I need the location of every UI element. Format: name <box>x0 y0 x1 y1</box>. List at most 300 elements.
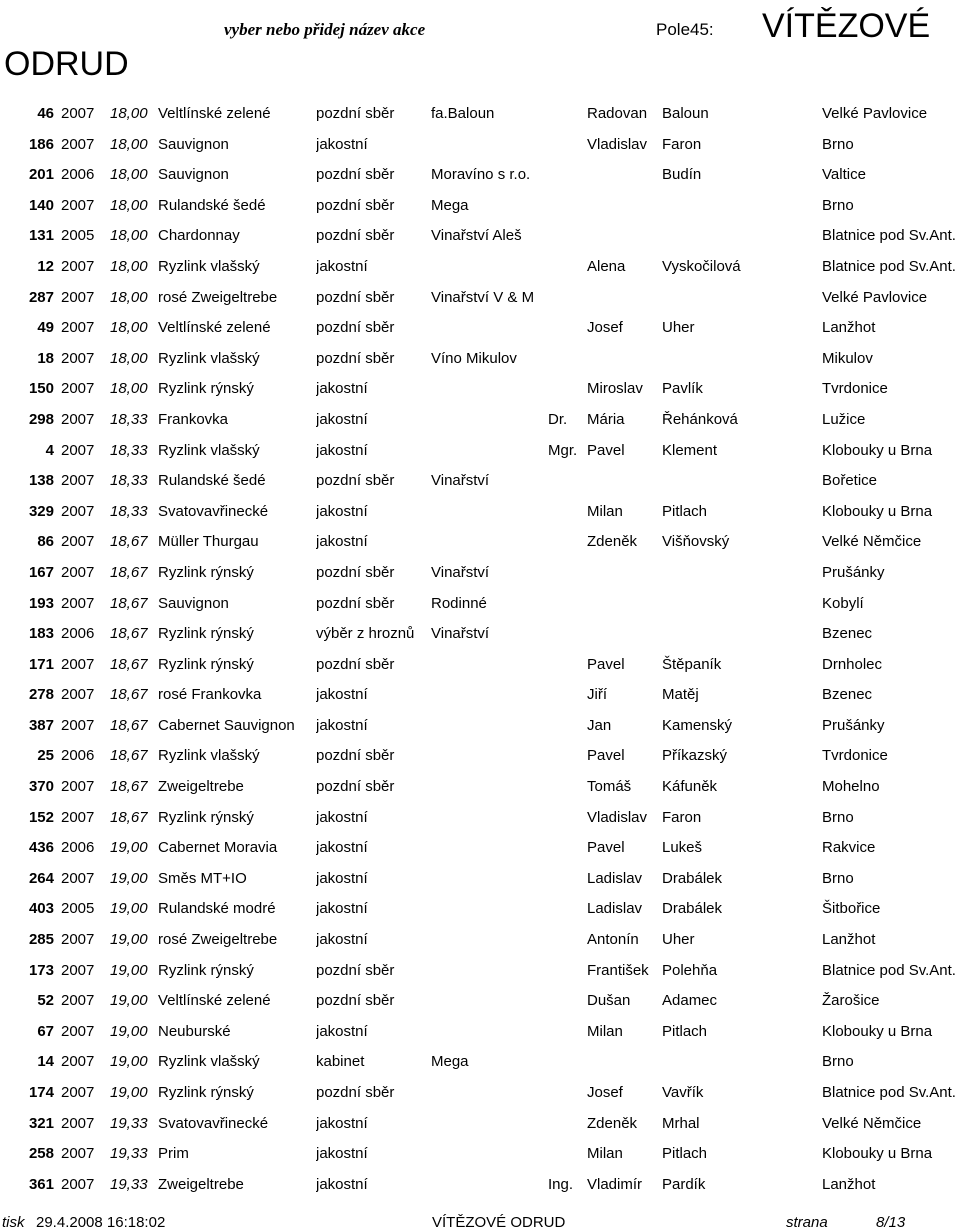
sample-id: 174 <box>28 1084 54 1101</box>
quality: kabinet <box>316 1053 365 1071</box>
variety: rosé Frankovka <box>158 686 262 704</box>
quality: jakostní <box>316 716 368 734</box>
vintage-year: 2007 <box>61 1053 95 1071</box>
sample-id: 287 <box>28 288 54 306</box>
variety: Ryzlink vlašský <box>158 1053 260 1071</box>
quality: jakostní <box>316 380 368 398</box>
sample-id: 152 <box>28 808 54 826</box>
first-name: Antonín <box>587 931 639 949</box>
vintage-year: 2007 <box>61 502 95 520</box>
variety: Veltlínské zelené <box>158 105 271 122</box>
sample-id: 186 <box>28 135 54 153</box>
print-timestamp: 29.4.2008 16:18:02 <box>36 1214 166 1231</box>
quality: jakostní <box>316 257 368 275</box>
town: Brno <box>822 135 854 153</box>
sample-id: 387 <box>28 716 54 734</box>
vintage-year: 2007 <box>61 441 95 459</box>
table-row <box>0 344 960 375</box>
variety: Sauvignon <box>158 166 229 184</box>
quality: pozdní sběr <box>316 563 395 581</box>
town: Blatnice pod Sv.Ant. <box>822 961 956 979</box>
table-row <box>0 619 960 650</box>
company: Vinařství V & M <box>431 288 535 306</box>
surname: Příkazský <box>662 747 728 765</box>
sample-id: 264 <box>28 869 54 887</box>
page-label: strana <box>786 1214 828 1231</box>
table-row <box>0 558 960 589</box>
table-row <box>0 1170 960 1201</box>
vintage-year: 2007 <box>61 594 95 612</box>
variety: Cabernet Sauvignon <box>158 716 295 734</box>
surname: Pavlík <box>662 380 703 398</box>
vintage-year: 2007 <box>61 563 95 581</box>
quality: jakostní <box>316 900 368 918</box>
town: Velké Němčice <box>822 1114 922 1132</box>
company: Vinařství <box>431 563 490 581</box>
variety: rosé Zweigeltrebe <box>158 288 278 306</box>
first-name: František <box>587 961 649 979</box>
quality: jakostní <box>316 410 368 428</box>
variety: Ryzlink rýnský <box>158 1084 254 1101</box>
sample-id: 150 <box>28 380 54 398</box>
variety: Ryzlink rýnský <box>158 380 254 398</box>
quality: pozdní sběr <box>316 288 395 306</box>
town: Bzenec <box>822 686 873 704</box>
variety: Veltlínské zelené <box>158 319 271 337</box>
variety: Cabernet Moravia <box>158 839 278 857</box>
surname: Lukeš <box>662 839 703 857</box>
vintage-year: 2007 <box>61 319 95 337</box>
town: Klobouky u Brna <box>822 1145 933 1163</box>
town: Blatnice pod Sv.Ant. <box>822 1084 956 1101</box>
first-name: Ladislav <box>587 869 643 887</box>
variety: Ryzlink rýnský <box>158 961 254 979</box>
score: 19,33 <box>110 1145 148 1163</box>
company: fa.Baloun <box>431 105 495 122</box>
sample-id: 285 <box>28 931 54 949</box>
variety: Sauvignon <box>158 594 229 612</box>
sample-id: 140 <box>28 196 54 214</box>
company: Moravíno s r.o. <box>431 166 531 184</box>
table-row <box>0 405 960 436</box>
vintage-year: 2007 <box>61 1084 95 1101</box>
score: 19,00 <box>110 992 148 1010</box>
title: Dr. <box>548 410 568 428</box>
first-name: Vladislav <box>587 808 648 826</box>
quality: jakostní <box>316 441 368 459</box>
surname: Adamec <box>662 992 718 1010</box>
first-name: Radovan <box>587 105 648 122</box>
town: Blatnice pod Sv.Ant. <box>822 227 956 245</box>
vintage-year: 2007 <box>61 380 95 398</box>
vintage-year: 2007 <box>61 686 95 704</box>
first-name: Zdeněk <box>587 533 638 551</box>
surname: Faron <box>662 808 702 826</box>
table-row <box>0 221 960 252</box>
table-row <box>0 436 960 467</box>
vintage-year: 2007 <box>61 135 95 153</box>
sample-id: 436 <box>28 839 54 857</box>
sample-id: 67 <box>37 1022 54 1040</box>
variety: Zweigeltrebe <box>158 1175 244 1193</box>
table-row <box>0 956 960 987</box>
score: 19,00 <box>110 961 148 979</box>
variety: Rulandské šedé <box>158 196 266 214</box>
score: 18,00 <box>110 135 148 153</box>
variety: Neuburské <box>158 1022 231 1040</box>
score: 18,67 <box>110 778 148 796</box>
score: 19,00 <box>110 1053 148 1071</box>
score: 19,00 <box>110 1084 148 1101</box>
table-row <box>0 650 960 681</box>
sample-id: 370 <box>28 778 54 796</box>
vintage-year: 2007 <box>61 716 95 734</box>
surname: Pitlach <box>662 1022 708 1040</box>
sample-id: 298 <box>28 410 54 428</box>
quality: jakostní <box>316 502 368 520</box>
table-row <box>0 1139 960 1170</box>
quality: pozdní sběr <box>316 105 395 122</box>
first-name: Zdeněk <box>587 1114 638 1132</box>
table-row <box>0 894 960 925</box>
company: Víno Mikulov <box>431 349 517 367</box>
sample-id: 14 <box>37 1053 54 1071</box>
surname: Polehňa <box>662 961 718 979</box>
variety: Ryzlink vlašský <box>158 441 260 459</box>
score: 18,33 <box>110 472 148 490</box>
vintage-year: 2007 <box>61 349 95 367</box>
surname: Baloun <box>662 105 709 122</box>
surname: Štěpaník <box>662 655 722 673</box>
table-row <box>0 527 960 558</box>
vintage-year: 2007 <box>61 105 95 122</box>
town: Brno <box>822 196 854 214</box>
sample-id: 12 <box>37 257 54 275</box>
vintage-year: 2007 <box>61 472 95 490</box>
table-row <box>0 1109 960 1140</box>
first-name: Pavel <box>587 441 625 459</box>
company: Vinařství <box>431 625 490 643</box>
quality: jakostní <box>316 135 368 153</box>
score: 19,00 <box>110 900 148 918</box>
table-row <box>0 589 960 620</box>
surname: Pitlach <box>662 1145 708 1163</box>
town: Blatnice pod Sv.Ant. <box>822 257 956 275</box>
sample-id: 86 <box>37 533 54 551</box>
quality: pozdní sběr <box>316 1084 395 1101</box>
town: Klobouky u Brna <box>822 502 933 520</box>
quality: jakostní <box>316 533 368 551</box>
first-name: Mária <box>587 410 625 428</box>
variety: Frankovka <box>158 410 229 428</box>
first-name: Jiří <box>587 686 607 704</box>
vintage-year: 2005 <box>61 900 95 918</box>
title: Mgr. <box>548 441 578 459</box>
sample-id: 138 <box>28 472 54 490</box>
table-row <box>0 130 960 161</box>
town: Bzenec <box>822 625 873 643</box>
score: 18,67 <box>110 655 148 673</box>
quality: jakostní <box>316 1175 368 1193</box>
table-row <box>0 160 960 191</box>
town: Bořetice <box>822 472 878 490</box>
town: Prušánky <box>822 563 885 581</box>
table-row <box>0 283 960 314</box>
quality: jakostní <box>316 1114 368 1132</box>
score: 19,00 <box>110 931 148 949</box>
vintage-year: 2007 <box>61 931 95 949</box>
title: Ing. <box>548 1175 574 1193</box>
first-name: Alena <box>587 257 626 275</box>
first-name: Vladislav <box>587 135 648 153</box>
first-name: Pavel <box>587 655 625 673</box>
results-list <box>0 99 960 1200</box>
town: Lanžhot <box>822 319 876 337</box>
surname: Uher <box>662 931 695 949</box>
sample-id: 329 <box>28 502 54 520</box>
sample-id: 52 <box>37 992 54 1010</box>
score: 18,67 <box>110 594 148 612</box>
vintage-year: 2005 <box>61 227 95 245</box>
score: 19,00 <box>110 1022 148 1040</box>
print-label: tisk <box>2 1214 25 1231</box>
score: 18,67 <box>110 625 148 643</box>
first-name: Milan <box>587 1145 623 1163</box>
variety: Svatovavřinecké <box>158 502 269 520</box>
variety: Ryzlink vlašský <box>158 747 260 765</box>
surname: Kamenský <box>662 716 733 734</box>
town: Kobylí <box>822 594 864 612</box>
vintage-year: 2007 <box>61 808 95 826</box>
sample-id: 46 <box>37 105 54 122</box>
variety: rosé Zweigeltrebe <box>158 931 278 949</box>
quality: pozdní sběr <box>316 778 395 796</box>
first-name: Jan <box>587 716 612 734</box>
score: 18,67 <box>110 808 148 826</box>
score: 18,33 <box>110 502 148 520</box>
score: 18,00 <box>110 380 148 398</box>
surname: Pitlach <box>662 502 708 520</box>
vintage-year: 2007 <box>61 1145 95 1163</box>
town: Valtice <box>822 166 866 184</box>
company: Rodinné <box>431 594 487 612</box>
town: Rakvice <box>822 839 876 857</box>
sample-id: 201 <box>28 166 54 184</box>
surname: Káfuněk <box>662 778 718 796</box>
table-row <box>0 374 960 405</box>
table-row <box>0 772 960 803</box>
company: Mega <box>431 1053 469 1071</box>
first-name: Miroslav <box>587 380 643 398</box>
report-title-vitezove: VÍTĚZOVÉ <box>762 7 931 45</box>
surname: Vyskočilová <box>662 257 741 275</box>
event-name: vyber nebo přidej název akce <box>224 20 426 39</box>
variety: Prim <box>158 1145 189 1163</box>
surname: Pardík <box>662 1175 706 1193</box>
variety: Zweigeltrebe <box>158 778 244 796</box>
table-row <box>0 191 960 222</box>
town: Brno <box>822 1053 854 1071</box>
variety: Veltlínské zelené <box>158 992 271 1010</box>
surname: Drabálek <box>662 869 723 887</box>
town: Lužice <box>822 410 866 428</box>
first-name: Josef <box>587 319 623 337</box>
table-row <box>0 680 960 711</box>
page-footer <box>0 1213 960 1232</box>
sample-id: 258 <box>28 1145 54 1163</box>
score: 19,00 <box>110 839 148 857</box>
report-title-odrud: ODRUD <box>4 45 129 83</box>
surname: Klement <box>662 441 718 459</box>
sample-id: 173 <box>28 961 54 979</box>
town: Mikulov <box>822 349 873 367</box>
sample-id: 361 <box>28 1175 54 1193</box>
score: 18,00 <box>110 288 148 306</box>
sample-id: 403 <box>28 900 54 918</box>
sample-id: 4 <box>45 441 54 459</box>
variety: Ryzlink rýnský <box>158 563 254 581</box>
quality: jakostní <box>316 808 368 826</box>
town: Prušánky <box>822 716 885 734</box>
score: 18,00 <box>110 319 148 337</box>
surname: Faron <box>662 135 702 153</box>
first-name: Pavel <box>587 839 625 857</box>
variety: Rulandské modré <box>158 900 276 918</box>
quality: pozdní sběr <box>316 594 395 612</box>
vintage-year: 2007 <box>61 288 95 306</box>
score: 18,00 <box>110 257 148 275</box>
variety: Rulandské šedé <box>158 472 266 490</box>
first-name: Ladislav <box>587 900 643 918</box>
town: Tvrdonice <box>822 747 888 765</box>
table-row <box>0 1078 960 1109</box>
table-row <box>0 803 960 834</box>
score: 18,67 <box>110 716 148 734</box>
quality: pozdní sběr <box>316 349 395 367</box>
surname: Drabálek <box>662 900 723 918</box>
first-name: Pavel <box>587 747 625 765</box>
quality: pozdní sběr <box>316 227 395 245</box>
score: 18,00 <box>110 227 148 245</box>
vintage-year: 2007 <box>61 1022 95 1040</box>
table-row <box>0 99 960 130</box>
vintage-year: 2007 <box>61 992 95 1010</box>
quality: jakostní <box>316 931 368 949</box>
sample-id: 193 <box>28 594 54 612</box>
company: Vinařství <box>431 472 490 490</box>
score: 18,33 <box>110 410 148 428</box>
vintage-year: 2007 <box>61 778 95 796</box>
surname: Vavřík <box>662 1084 704 1101</box>
quality: pozdní sběr <box>316 472 395 490</box>
sample-id: 278 <box>28 686 54 704</box>
town: Tvrdonice <box>822 380 888 398</box>
variety: Ryzlink vlašský <box>158 257 260 275</box>
variety: Ryzlink rýnský <box>158 808 254 826</box>
quality: jakostní <box>316 686 368 704</box>
pole-label: Pole45: <box>656 20 714 39</box>
score: 18,67 <box>110 686 148 704</box>
table-row <box>0 313 960 344</box>
town: Žarošice <box>822 992 880 1010</box>
table-row <box>0 1017 960 1048</box>
score: 18,00 <box>110 105 148 122</box>
table-row <box>0 1047 960 1078</box>
company: Mega <box>431 196 469 214</box>
quality: výběr z hroznů <box>316 625 415 643</box>
table-row <box>0 252 960 283</box>
surname: Řehánková <box>662 410 738 428</box>
variety: Ryzlink rýnský <box>158 655 254 673</box>
sample-id: 25 <box>37 747 54 765</box>
variety: Chardonnay <box>158 227 240 245</box>
score: 19,00 <box>110 869 148 887</box>
quality: pozdní sběr <box>316 319 395 337</box>
table-row <box>0 864 960 895</box>
town: Velké Němčice <box>822 533 922 551</box>
vintage-year: 2006 <box>61 839 95 857</box>
table-row <box>0 741 960 772</box>
table-row <box>0 833 960 864</box>
table-row <box>0 497 960 528</box>
vintage-year: 2007 <box>61 1175 95 1193</box>
town: Klobouky u Brna <box>822 1022 933 1040</box>
quality: pozdní sběr <box>316 196 395 214</box>
score: 18,33 <box>110 441 148 459</box>
town: Lanžhot <box>822 931 876 949</box>
first-name: Tomáš <box>587 778 632 796</box>
sample-id: 183 <box>28 625 54 643</box>
table-row <box>0 711 960 742</box>
first-name: Milan <box>587 502 623 520</box>
quality: jakostní <box>316 1022 368 1040</box>
score: 19,33 <box>110 1175 148 1193</box>
first-name: Vladimír <box>587 1175 643 1193</box>
quality: jakostní <box>316 1145 368 1163</box>
town: Šitbořice <box>822 900 881 918</box>
score: 18,67 <box>110 747 148 765</box>
variety: Ryzlink vlašský <box>158 349 260 367</box>
score: 18,67 <box>110 563 148 581</box>
score: 18,00 <box>110 349 148 367</box>
footer-report-title: VÍTĚZOVÉ ODRUD <box>432 1214 566 1231</box>
variety: Svatovavřinecké <box>158 1114 269 1132</box>
surname: Budín <box>662 166 702 184</box>
surname: Matěj <box>662 686 699 704</box>
surname: Mrhal <box>662 1114 700 1132</box>
sample-id: 18 <box>37 349 54 367</box>
town: Lanžhot <box>822 1175 876 1193</box>
first-name: Dušan <box>587 992 631 1010</box>
sample-id: 49 <box>37 319 54 337</box>
town: Brno <box>822 808 854 826</box>
town: Velké Pavlovice <box>822 288 928 306</box>
vintage-year: 2006 <box>61 747 95 765</box>
quality: jakostní <box>316 869 368 887</box>
variety: Směs MT+IO <box>158 869 247 887</box>
vintage-year: 2007 <box>61 869 95 887</box>
quality: pozdní sběr <box>316 992 395 1010</box>
quality: pozdní sběr <box>316 747 395 765</box>
score: 19,33 <box>110 1114 148 1132</box>
variety: Sauvignon <box>158 135 229 153</box>
town: Brno <box>822 869 854 887</box>
vintage-year: 2007 <box>61 1114 95 1132</box>
variety: Ryzlink rýnský <box>158 625 254 643</box>
score: 18,00 <box>110 196 148 214</box>
vintage-year: 2006 <box>61 625 95 643</box>
table-row <box>0 986 960 1017</box>
